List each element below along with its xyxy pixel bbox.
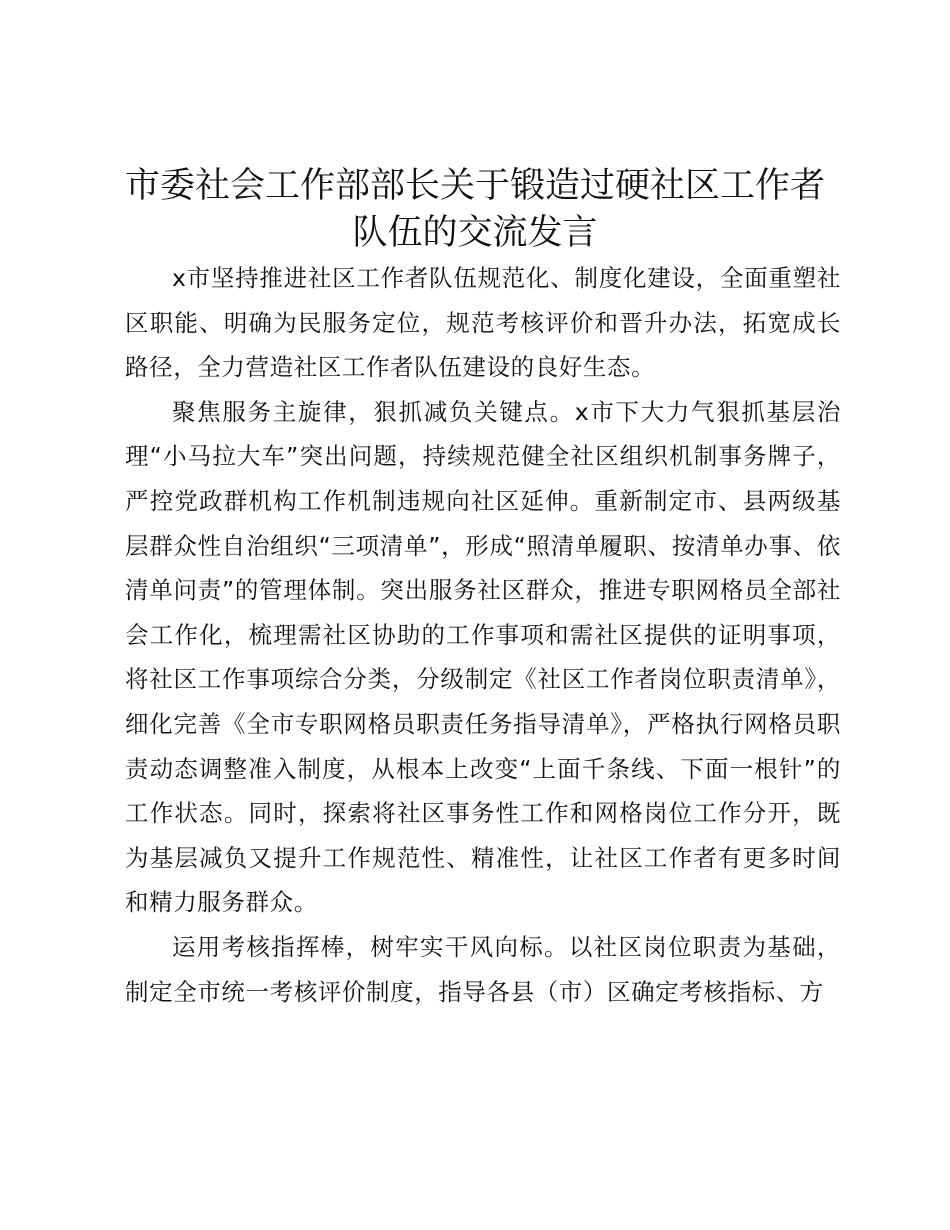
paragraph-intro: x市坚持推进社区工作者队伍规范化、制度化建设，全面重塑社区职能、明确为民服务定位，规范考核评价和晋升办法，拓宽成长路径，全力营造社区工作者队伍建设的良好生态。 [125, 264, 841, 382]
document-title [100, 163, 850, 257]
paragraph-reduce-burden: 聚焦服务主旋律，狠抓减负关键点。x市下大力气狠抓基层治理“小马拉大车”突出问题，持续规范健全社区组织机制事务牌子，严控党政群机构工作机制违规向社区延伸。重新制定市、县两级基层群众性自治组织“三项清单”，形成“照清单履职、按清单办事、依清单问责”的管理体制。突出服务社区群众，推进专职网格员全部社会工作化，梳理需社区协助的工作事项和需社区提供的证明事项，将社区工作事项综合分类，分级制定《社区工作者岗位职责清单》，细化完善《全市专职网格员职责任务指导清单》，严格执行网格员职责动态调整准入制度，从根本上改变“上面千条线、下面一根针”的工作状态。同时，探索将社区事务性工作和网格岗位工作分开，既为基层减负又提升工作规范性、精准性，让社区工作者有更多时间和精力服务群众。 [125, 397, 841, 917]
paragraph-assessment: 运用考核指挥棒，树牢实干风向标。以社区岗位职责为基础，制定全市统一考核评价制度，指导各县（市）区确定考核指标、方 [125, 932, 841, 1006]
title-line-1: 市委社会工作部部长关于锻造过硬社区工作者 [124, 166, 825, 206]
document-body [125, 256, 841, 1014]
title-line-2: 队伍的交流发言 [352, 213, 598, 253]
